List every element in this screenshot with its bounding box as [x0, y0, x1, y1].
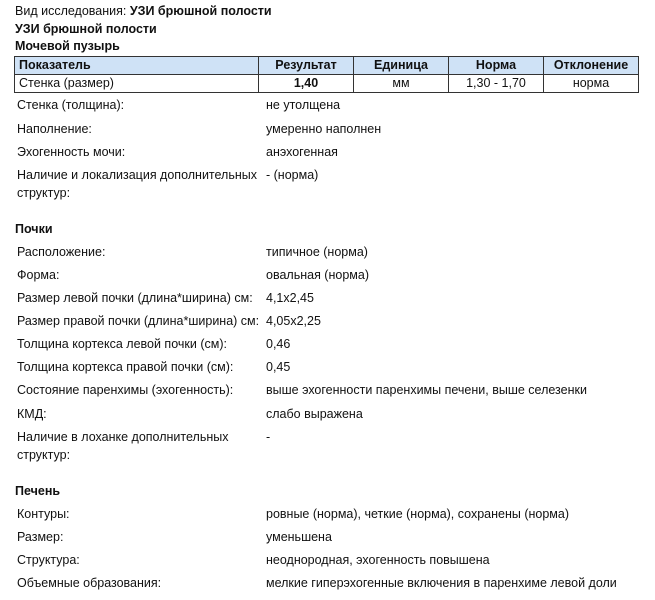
- finding-label: КМД:: [17, 407, 47, 421]
- finding-label: Контуры:: [17, 507, 70, 521]
- finding-label: Расположение:: [17, 245, 106, 259]
- finding-label: Наличие в лоханке дополнительных структур:: [17, 430, 229, 462]
- finding-value: уменьшена: [266, 530, 332, 544]
- finding-value: умеренно наполнен: [266, 122, 382, 136]
- finding-value: 0,45: [266, 360, 291, 374]
- results-table-header: [15, 57, 639, 75]
- finding-label: Толщина кортекса правой почки (см):: [17, 360, 234, 374]
- finding-label: Объемные образования:: [17, 576, 162, 590]
- finding-label: Размер:: [17, 530, 64, 544]
- finding-value: 4,05х2,25: [266, 314, 321, 328]
- results-table: [14, 56, 639, 93]
- col-unit: Единица: [354, 57, 449, 75]
- col-deviation: Отклонение: [544, 57, 639, 75]
- finding-value: выше эхогенности паренхимы печени, выше селезенки: [266, 383, 587, 397]
- finding-label: Структура:: [17, 553, 80, 567]
- section-bladder-title: Мочевой пузырь: [15, 39, 120, 53]
- col-indicator: Показатель: [15, 57, 259, 75]
- finding-value: анэхогенная: [266, 145, 338, 159]
- section-kidneys-title: Почки: [15, 222, 53, 236]
- finding-value: овальная (норма): [266, 268, 369, 282]
- cell-deviation: норма: [544, 75, 639, 93]
- finding-value: 4,1х2,45: [266, 291, 314, 305]
- finding-value: неоднородная, эхогенность повышена: [266, 553, 490, 567]
- finding-value: мелкие гиперэхогенные включения в паренхиме левой доли: [266, 576, 617, 590]
- finding-label: Размер левой почки (длина*ширина) см:: [17, 291, 253, 305]
- finding-value: слабо выражена: [266, 407, 363, 421]
- finding-value: -: [266, 430, 271, 444]
- study-type-value: УЗИ брюшной полости: [129, 4, 272, 18]
- finding-value: ровные (норма), четкие (норма), сохранены (норма): [266, 507, 570, 521]
- finding-value: не утолщена: [266, 98, 341, 112]
- finding-label: Толщина кортекса левой почки (см):: [17, 337, 227, 351]
- table-row: [15, 75, 639, 93]
- finding-label: Эхогенность мочи:: [17, 145, 126, 159]
- finding-label: Наличие и локализация дополнительных структур:: [17, 168, 257, 200]
- finding-label: Состояние паренхимы (эхогенность):: [17, 383, 234, 397]
- cell-result: 1,40: [259, 75, 354, 93]
- col-norm: Норма: [449, 57, 544, 75]
- finding-label: Форма:: [17, 268, 60, 282]
- cell-unit: мм: [354, 75, 449, 93]
- finding-label: Стенка (толщина):: [17, 98, 125, 112]
- finding-label: Наполнение:: [17, 122, 92, 136]
- study-type-label: Вид исследования:: [15, 4, 127, 18]
- finding-value: - (норма): [266, 168, 319, 182]
- cell-norm: 1,30 - 1,70: [449, 75, 544, 93]
- finding-label: Размер правой почки (длина*ширина) см:: [17, 314, 260, 328]
- report-title: УЗИ брюшной полости: [15, 22, 157, 36]
- finding-value: 0,46: [266, 337, 291, 351]
- col-result: Результат: [259, 57, 354, 75]
- finding-value: типичное (норма): [266, 245, 368, 259]
- section-liver-title: Печень: [15, 484, 61, 498]
- cell-indicator: Стенка (размер): [15, 75, 259, 93]
- study-type-line: [15, 3, 272, 19]
